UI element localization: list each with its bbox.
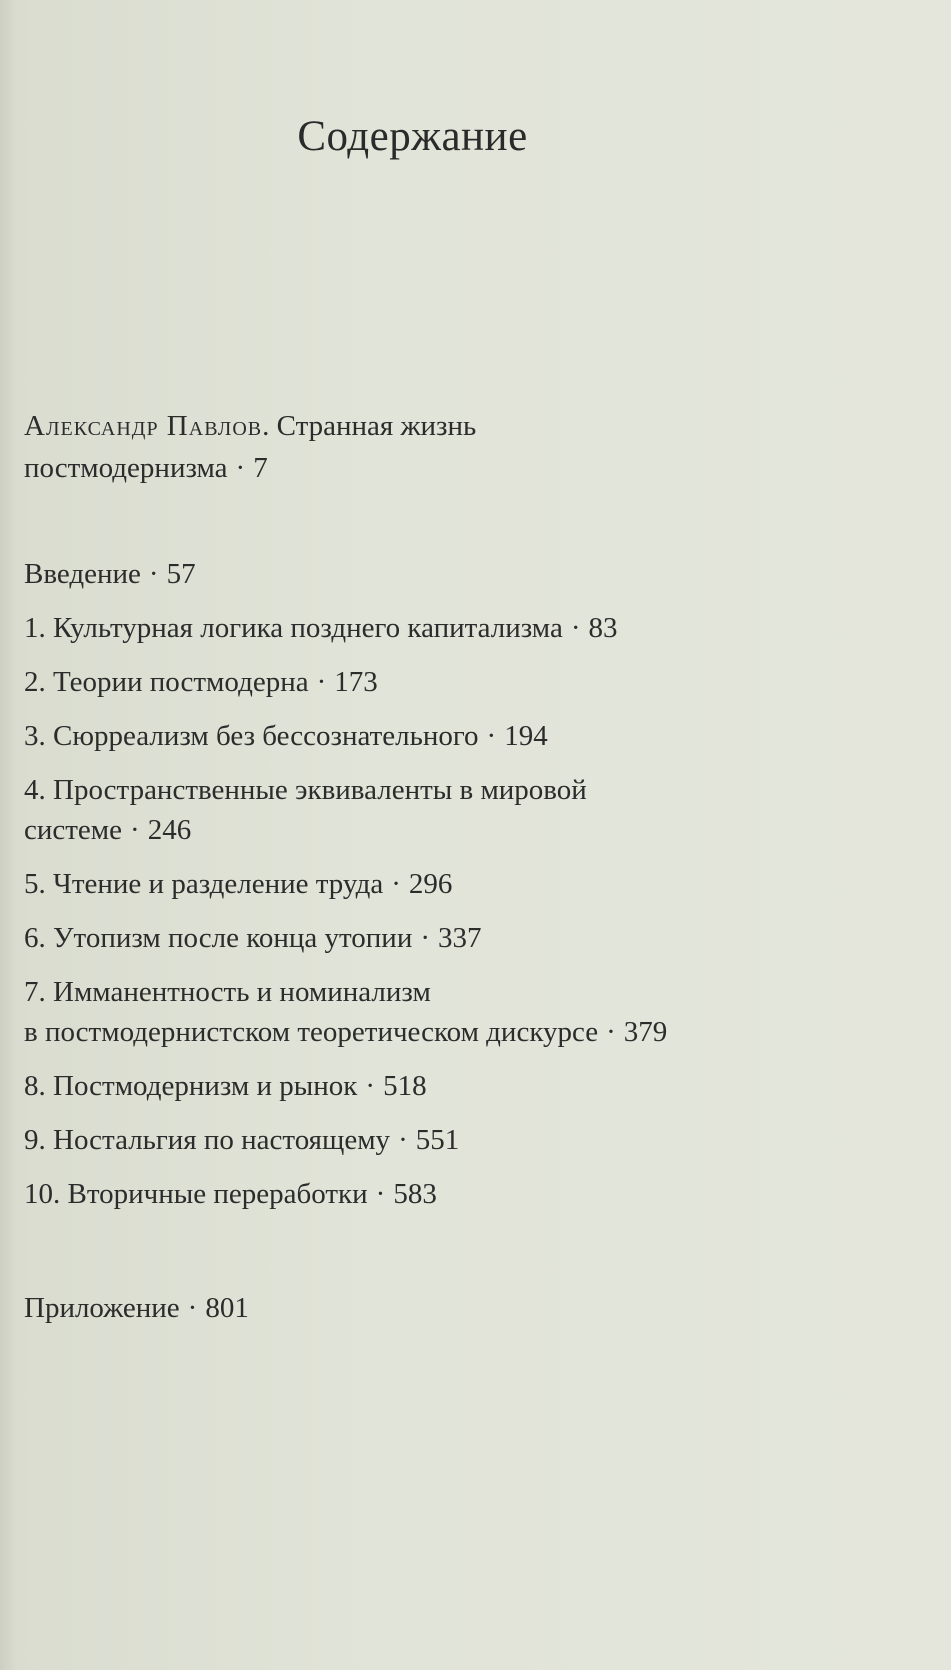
preface-title-line1: . Странная жизнь	[262, 410, 477, 442]
page-number: 194	[504, 720, 548, 752]
entry-title: 4. Пространственные эквиваленты в мировой	[24, 774, 587, 806]
entry-title: 2. Теории постмодерна	[24, 666, 309, 698]
separator-dot: ·	[486, 720, 497, 752]
toc-entry-chapter-3	[24, 715, 548, 757]
separator-dot: ·	[365, 1070, 376, 1102]
page-number: 583	[393, 1178, 437, 1210]
page-number: 83	[588, 612, 618, 644]
toc-entry-preface-line2	[24, 447, 268, 489]
toc-entry-chapter-2	[24, 661, 378, 703]
toc-entry-chapter-6	[24, 917, 482, 959]
page-number: 518	[383, 1070, 427, 1102]
toc-entry-chapter-4-line2	[24, 809, 191, 851]
preface-author: Александр Павлов	[24, 410, 263, 442]
separator-dot: ·	[235, 452, 246, 484]
separator-dot: ·	[606, 1016, 616, 1048]
page-number: 173	[334, 666, 378, 698]
entry-title: 7. Имманентность и номинализм	[24, 976, 431, 1008]
separator-dot: ·	[130, 814, 140, 846]
entry-title: системе	[24, 814, 123, 846]
toc-entry-chapter-8	[24, 1065, 427, 1107]
page-number: 551	[415, 1124, 460, 1156]
entry-title: 6. Утопизм после конца утопии	[24, 922, 413, 954]
toc-entry-chapter-7-line1	[24, 971, 431, 1013]
toc-entry-introduction	[24, 553, 196, 595]
preface-title-line2: постмодернизма	[24, 452, 228, 484]
entry-title: 5. Чтение и разделение труда	[24, 868, 384, 900]
page-number: 379	[623, 1016, 668, 1048]
toc-entry-chapter-1	[24, 607, 618, 649]
toc-entry-chapter-10	[24, 1173, 437, 1215]
separator-dot: ·	[148, 558, 159, 590]
page-number: 246	[147, 814, 192, 846]
separator-dot: ·	[391, 868, 401, 900]
page-number: 337	[438, 922, 482, 954]
page-number: 801	[205, 1292, 249, 1324]
page-edge-shadow	[0, 0, 18, 1670]
entry-title: 1. Культурная логика позднего капитализма	[24, 612, 563, 644]
separator-dot: ·	[398, 1124, 408, 1156]
toc-entry-appendix	[24, 1287, 249, 1329]
page-title: Содержание	[297, 113, 528, 160]
entry-title: Приложение	[24, 1292, 180, 1324]
entry-title: 3. Сюрреализм без бессознательного	[24, 720, 479, 752]
entry-title: 10. Вторичные переработки	[24, 1178, 368, 1210]
toc-entry-chapter-9	[24, 1119, 459, 1161]
separator-dot: ·	[375, 1178, 386, 1210]
entry-title: в постмодернистском теоретическом дискурсе	[24, 1016, 599, 1048]
toc-entry-chapter-5	[24, 863, 452, 905]
entry-title: 9. Ностальгия по настоящему	[24, 1124, 391, 1156]
entry-title: 8. Постмодернизм и рынок	[24, 1070, 358, 1102]
toc-entry-preface-line1	[24, 405, 476, 447]
entry-title: Введение	[24, 558, 141, 590]
page-number: 296	[408, 868, 453, 900]
toc-entry-chapter-7-line2	[24, 1011, 667, 1053]
separator-dot: ·	[420, 922, 431, 954]
separator-dot: ·	[570, 612, 581, 644]
page-number: 57	[166, 558, 196, 590]
separator-dot: ·	[316, 666, 327, 698]
page-number: 7	[253, 452, 268, 484]
separator-dot: ·	[187, 1292, 198, 1324]
toc-entry-chapter-4-line1	[24, 769, 587, 811]
